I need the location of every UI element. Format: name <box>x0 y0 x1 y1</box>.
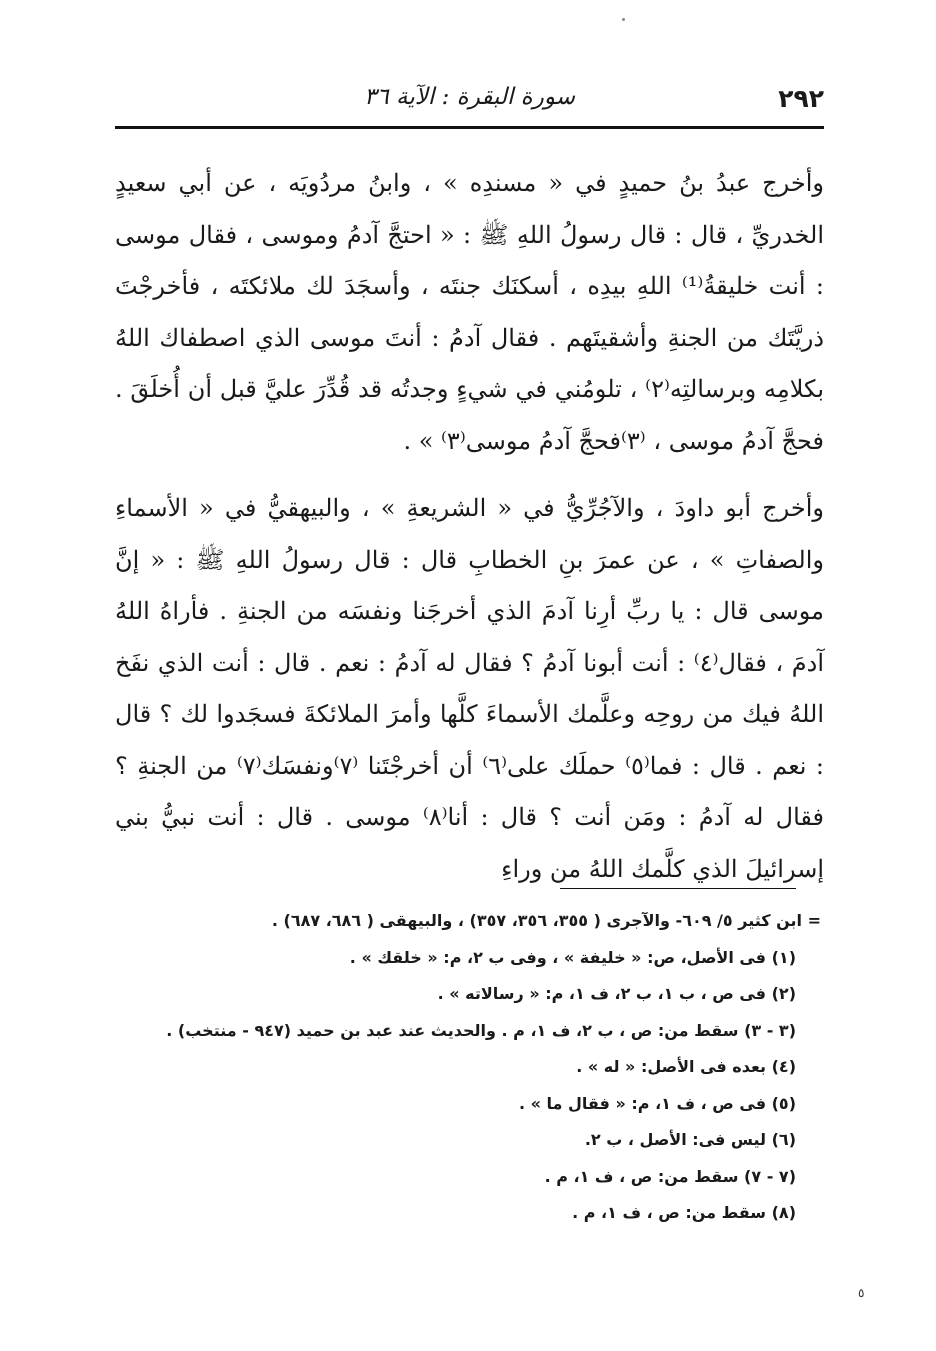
footnote-2: (٢) فى ص ، ب ١، ب ٢، ف ١، م: « رسالاته » . <box>437 984 796 1003</box>
footnotes <box>115 903 821 1232</box>
paragraph-1: وأخرج عبدُ بنُ حميدٍ في « مسندِه » ، وابنُ مردُويَه ، عن أبي سعيدٍ الخدريِّ ، قال : قال رسولُ اللهِ ﷺ : « احتجَّ آدمُ وموسى ، فقال موسى : أنت خليقةُ⁽¹⁾ اللهِ بيدِه ، أسكنَك جنتَه ، وأسجَدَ لك ملائكتَه ، فأخرجْتَ ذريَّتَك من الجنةِ وأشقيتَهم . فقال آدمُ : أنتَ موسى الذي اصطفاك اللهُ بكلامِه وبرسالتِه⁽٢⁾ ، تلومُني في شيءٍ وجدتُه قد قُدِّرَ عليَّ قبل أن أُخلَقَ . فحجَّ آدمُ موسى ، ⁽٣⁾فحجَّ آدمُ موسى⁽٣⁾ » . <box>115 169 825 455</box>
header-rule <box>115 126 824 129</box>
footnote-rule <box>560 888 796 889</box>
running-title: سورة البقرة : الآية ٣٦ <box>364 84 575 110</box>
footnote-4: (٤) بعده فى الأصل: « له » . <box>576 1057 796 1076</box>
page-number: ٢٩٢ <box>778 84 824 113</box>
footnote-1: (١) فى الأصل، ص: « خليفة » ، وفى ب ٢، م: « خلقك » . <box>349 947 796 967</box>
page-header <box>115 78 824 118</box>
page-mark: ٥ <box>858 1286 865 1300</box>
footnote-5: (٥) فى ص ، ف ١، م: « فقال ما » . <box>518 1093 796 1113</box>
footnote-7: (٧ - ٧) سقط من: ص ، ف ١، م . <box>544 1166 796 1186</box>
footnote-continuation: = ابن كثير ٥/ ٦٠٩- والآجرى ( ٣٥٥، ٣٥٦، ٣٥٧) ، والبيهقى ( ٦٨٦، ٦٨٧) . <box>271 911 821 930</box>
footnote-3: (٣ - ٣) سقط من: ص ، ب ٢، ف ١، م . والحديث عند عبد بن حميد (٩٤٧ - منتخب) . <box>166 1020 796 1040</box>
footnote-8: (٨) سقط من: ص ، ف ١، م . <box>572 1203 796 1222</box>
paragraph-2: وأخرج أبو داودَ ، والآجُرِّيُّ في « الشريعةِ » ، والبيهقيُّ في « الأسماءِ والصفاتِ » ، عن عمرَ بنِ الخطابِ قال : قال رسولُ اللهِ ﷺ : « إنَّ موسى قال : يا ربِّ أرِنا آدمَ الذي أخرجَنا ونفسَه من الجنةِ . فأراهُ اللهُ آدمَ ، فقال⁽٤⁾ : أنت أبونا آدمُ ؟ فقال له آدمُ : نعم . قال : أنت الذي نفَخ اللهُ فيك من روحِه وعلَّمك الأسماءَ كلَّها وأمرَ الملائكةَ فسجَدوا لك ؟ قال : نعم . قال : فما⁽٥⁾ حملَك على⁽٦⁾ أن أخرجْتَنا ⁽٧⁾ونفسَك⁽٧⁾ من الجنةِ ؟ فقال له آدمُ : ومَن أنت ؟ قال : أنا⁽٨⁾ موسى . قال : أنت نبيُّ بني إسرائيلَ الذي كلَّمك اللهُ من وراءِ <box>115 494 825 883</box>
scan-speck <box>622 18 625 21</box>
footnote-6: (٦) ليس فى: الأصل ، ب ٢. <box>584 1130 796 1149</box>
main-text <box>115 158 824 911</box>
